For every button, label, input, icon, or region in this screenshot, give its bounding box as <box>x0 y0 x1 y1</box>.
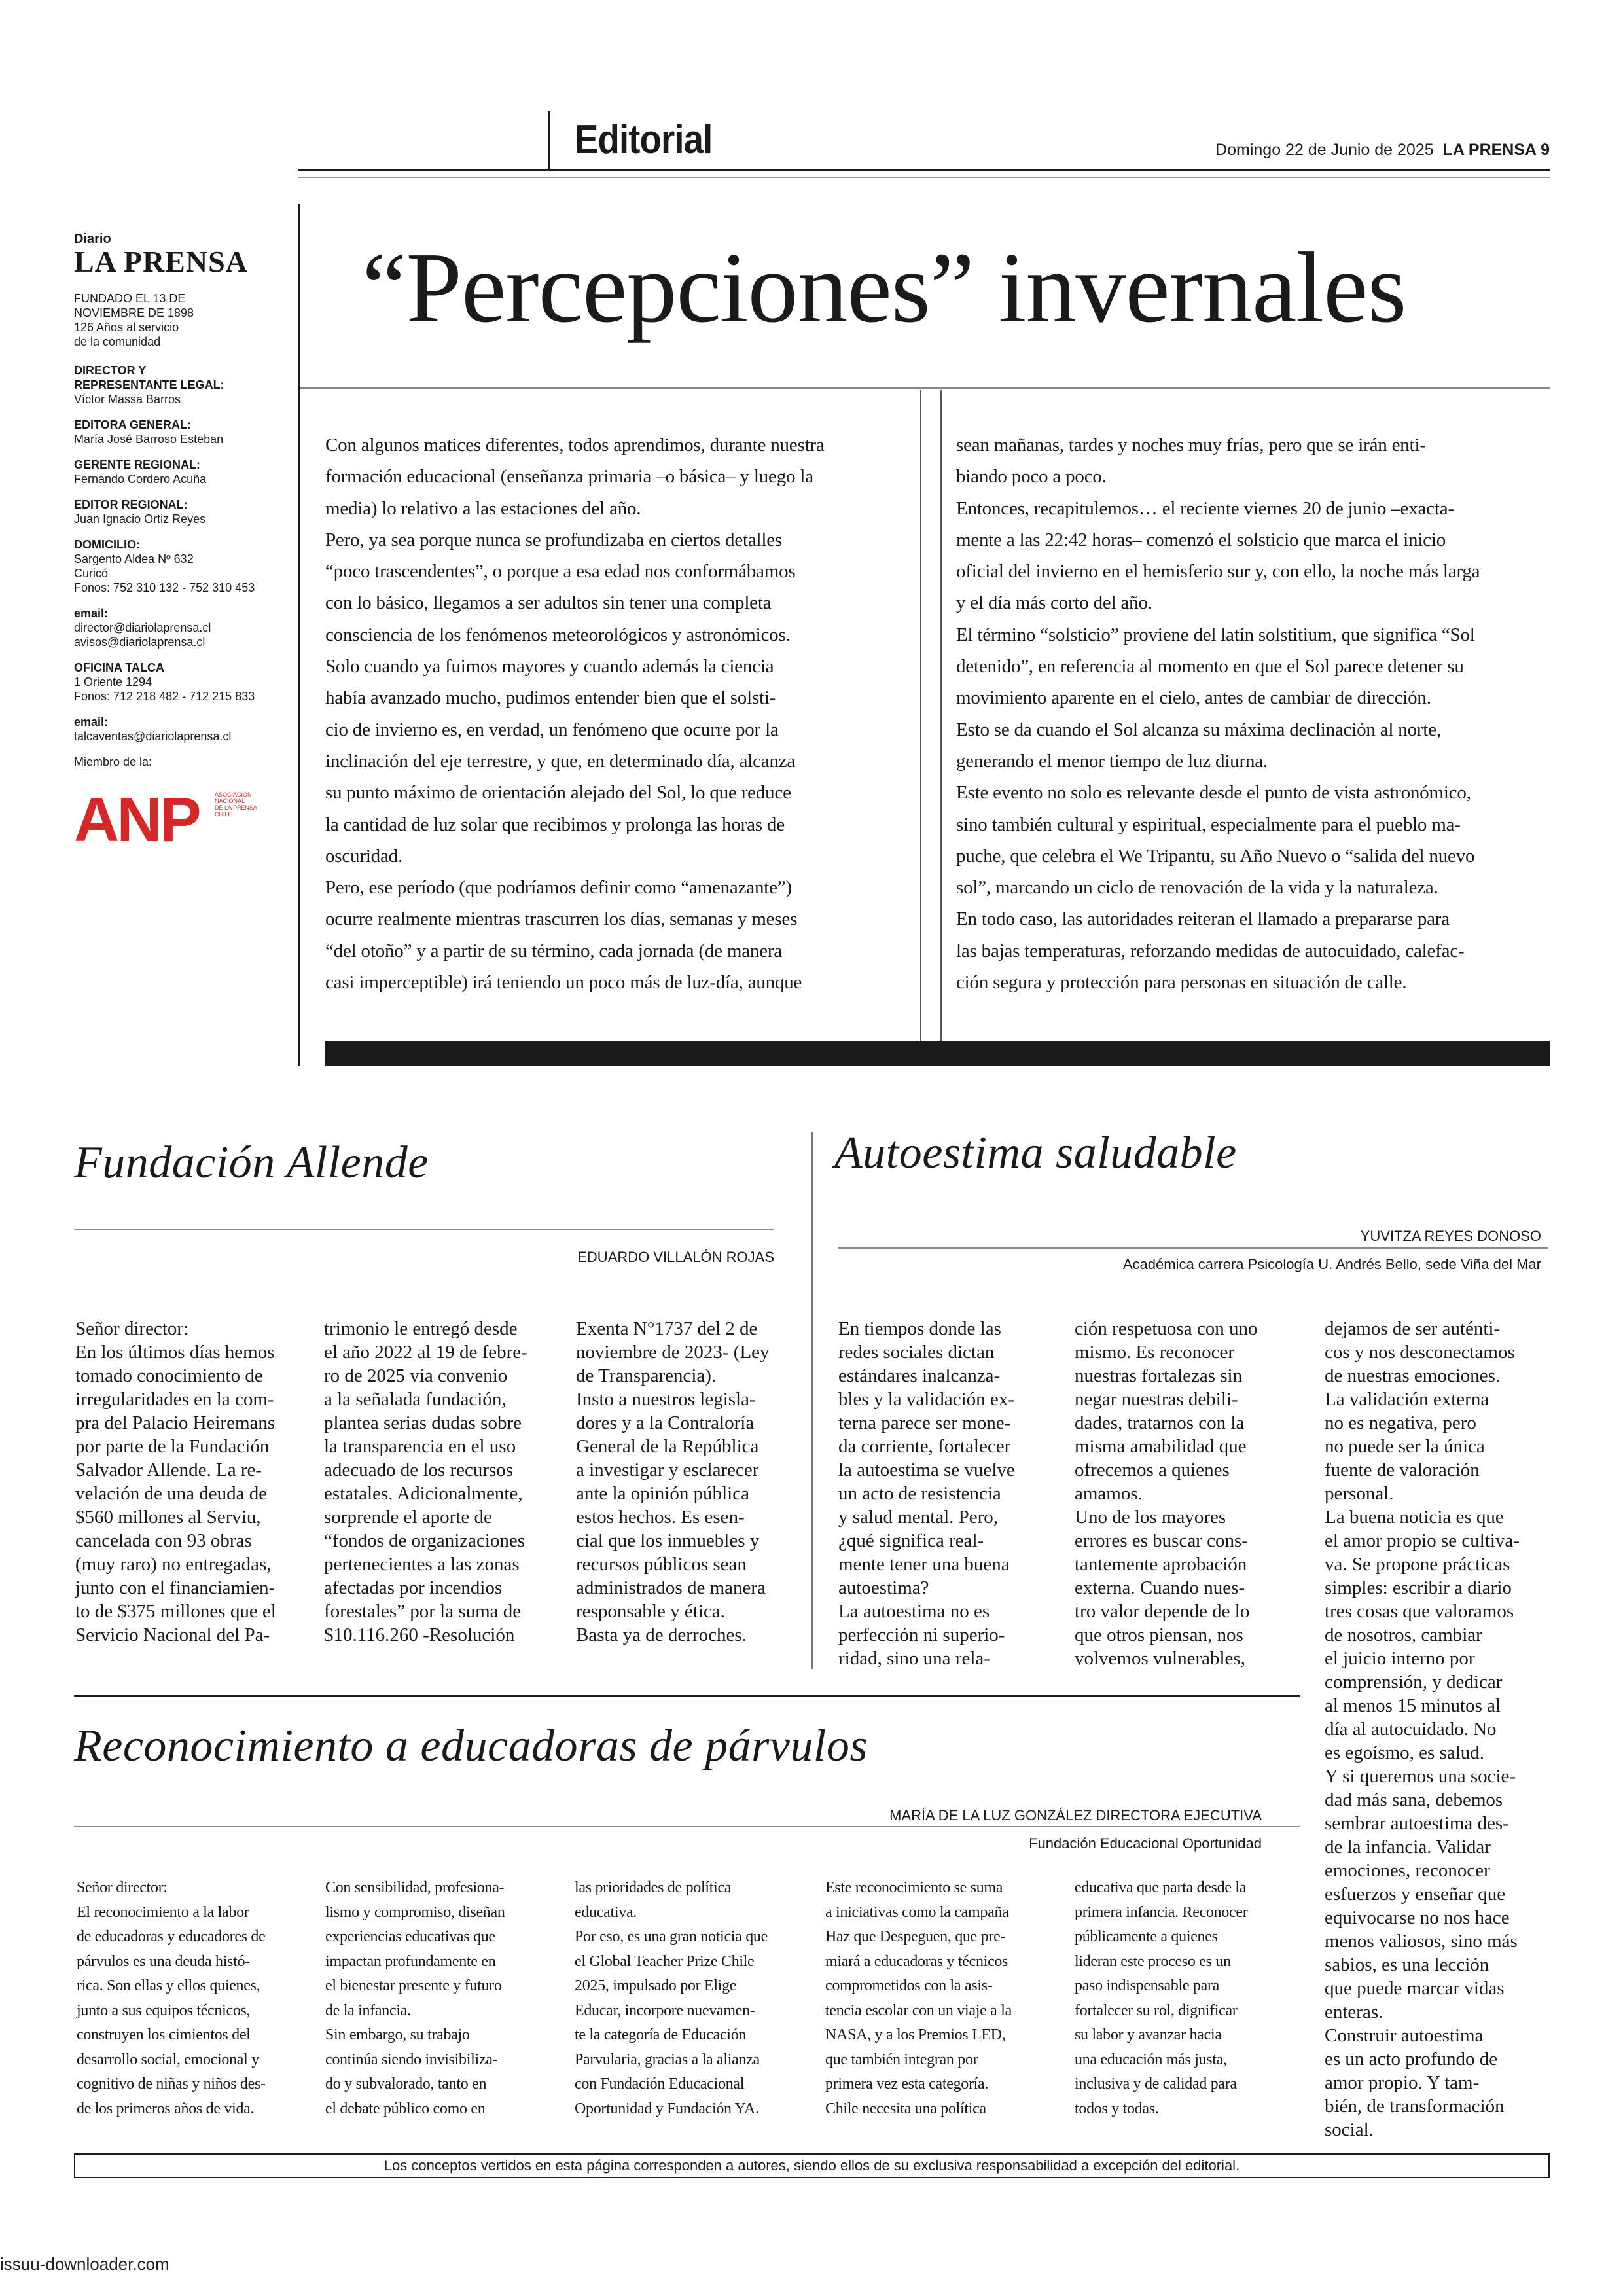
text-line: a iniciativas como la campaña <box>825 1903 1009 1921</box>
text-line: generando el menor tiempo de luz diurna. <box>956 750 1268 772</box>
text-line: afectadas por incendios <box>324 1577 503 1598</box>
text-line: Este reconocimiento se suma <box>825 1879 1003 1896</box>
text-line: al menos 15 minutos al <box>1325 1695 1501 1716</box>
text-line: El reconocimiento a la labor <box>77 1903 249 1921</box>
founded-line: 126 Años al servicio <box>74 321 179 334</box>
text-line: primera infancia. Reconocer <box>1075 1903 1248 1921</box>
text-line: $560 millones al Serviu, <box>75 1507 261 1528</box>
text-line: 2025, impulsado por Elige <box>575 1977 737 1994</box>
text-line: la cantidad de luz solar que recibimos y prolonga las horas de <box>325 814 785 835</box>
text-line: lideran este proceso es un <box>1075 1952 1231 1970</box>
text-line: junto con el financiamien- <box>75 1577 276 1598</box>
text-line: Parvularia, gracias a la alianza <box>575 2051 760 2068</box>
text-line: desarrollo social, emocional y <box>77 2051 259 2068</box>
text-line: párvulos es una deuda histó- <box>77 1952 250 1970</box>
letters-vertical-divider <box>812 1132 813 1669</box>
text-line: educativa que parta desde la <box>1075 1879 1247 1896</box>
text-line: estos hechos. Es esen- <box>576 1507 745 1528</box>
masthead <box>74 232 296 854</box>
text-line: nuestras fortalezas sin <box>1075 1365 1243 1386</box>
text-line: estatales. Adicionalmente, <box>324 1483 523 1504</box>
text-line: con lo básico, llegamos a ser adultos sin tener una completa <box>325 592 772 614</box>
text-line: inclinación del eje terrestre, y que, en determinado día, alcanza <box>325 750 796 772</box>
text-line: el juicio interno por <box>1325 1648 1475 1669</box>
text-line: inclusiva y de calidad para <box>1075 2075 1237 2092</box>
staff-label: OFICINA TALCA <box>74 661 164 674</box>
text-line: bles y la validación ex- <box>838 1389 1014 1410</box>
letter-allende-rule <box>74 1229 774 1230</box>
text-line: terna parece ser mone- <box>838 1412 1011 1433</box>
staff-label: REPRESENTANTE LEGAL: <box>74 378 224 391</box>
text-line: las prioridades de política <box>575 1879 732 1896</box>
text-line: primera vez esta categoría. <box>825 2075 989 2092</box>
text-line: lismo y compromiso, diseñan <box>325 1903 505 1921</box>
staff-value: Sargento Aldea Nº 632 <box>74 552 194 565</box>
text-line: de nuestras emociones. <box>1325 1365 1501 1386</box>
staff-value: Fernando Cordero Acuña <box>74 473 207 486</box>
editorial-column-2 <box>956 429 1545 998</box>
text-line: En tiempos donde las <box>838 1318 1001 1339</box>
text-line: tro valor depende de lo <box>1075 1601 1250 1622</box>
text-line: Con sensibilidad, profesiona- <box>325 1879 505 1896</box>
staff-value: Fonos: 712 218 482 - 712 215 833 <box>74 690 255 703</box>
text-line: Y si queremos una socie- <box>1325 1766 1516 1787</box>
letter-parvulos-affiliation: Fundación Educacional Oportunidad <box>1029 1835 1262 1852</box>
text-line: continúa siendo invisibiliza- <box>325 2051 498 2068</box>
text-line: dores y a la Contraloría <box>576 1412 755 1433</box>
text-line: estándares inalcanza- <box>838 1365 1001 1386</box>
text-line: “del otoño” y a partir de su término, cada jornada (de manera <box>325 940 782 961</box>
text-line: errores es buscar cons- <box>1075 1530 1248 1551</box>
letter-parvulos-column-3 <box>575 1876 817 2121</box>
text-line: NASA, y a los Premios LED, <box>825 2026 1006 2043</box>
text-line: perfección ni superio- <box>838 1624 1005 1645</box>
text-line: el debate público como en <box>325 2100 486 2117</box>
text-line: casi imperceptible) irá teniendo un poco más de luz-día, aunque <box>325 972 802 994</box>
text-line: trimonio le entregó desde <box>324 1318 518 1339</box>
text-line: sorprende el aporte de <box>324 1507 492 1528</box>
text-line: mismo. Es reconocer <box>1075 1342 1235 1363</box>
staff-talca-email <box>74 715 296 744</box>
text-line: social. <box>1325 2119 1374 2140</box>
editorial-title: “Percepciones” invernales <box>362 232 1406 344</box>
staff-label: email: <box>74 607 109 620</box>
text-line: de nosotros, cambiar <box>1325 1624 1482 1645</box>
section-title: Editorial <box>575 117 713 162</box>
text-line: da corriente, fortalecer <box>838 1436 1011 1457</box>
text-line: dejamos de ser auténti- <box>1325 1318 1501 1339</box>
text-line: educativa. <box>575 1903 637 1921</box>
letter-parvulos-column-2 <box>325 1876 567 2121</box>
text-line: junto a sus equipos técnicos, <box>77 2001 251 2019</box>
member-of: Miembro de la: <box>74 755 152 768</box>
text-line: recursos públicos sean <box>576 1554 747 1575</box>
text-line: ción respetuosa con uno <box>1075 1318 1258 1339</box>
text-line: negar nuestras debili- <box>1075 1389 1238 1410</box>
letter-autoestima-column-2 <box>1075 1317 1317 1670</box>
text-line: puche, que celebra el We Tripantu, su Año Nuevo o “salida del nuevo <box>956 845 1475 867</box>
text-line: menos valiosos, sino más <box>1325 1931 1518 1952</box>
text-line: a investigar y esclarecer <box>576 1460 759 1480</box>
letter-autoestima-title: Autoestima saludable <box>834 1128 1237 1178</box>
text-line: Haz que Despeguen, que pre- <box>825 1928 1006 1945</box>
text-line: impactan profundamente en <box>325 1952 496 1970</box>
text-line: movimiento aparente en el cielo, antes de cambiar de dirección. <box>956 687 1431 709</box>
header-rule <box>298 169 1550 171</box>
staff-editor <box>74 497 296 526</box>
founded-line: FUNDADO EL 13 DE <box>74 292 186 305</box>
text-line: autoestima? <box>838 1577 929 1598</box>
text-line: el bienestar presente y futuro <box>325 1977 502 1994</box>
text-line: biando poco a poco. <box>956 466 1107 488</box>
anp-logo-mark: ANP <box>74 785 199 855</box>
text-line: tantemente aprobación <box>1075 1554 1247 1575</box>
editorial-title-rule <box>300 387 1550 389</box>
text-line: adecuado de los recursos <box>324 1460 514 1480</box>
text-line: amor propio. Y tam- <box>1325 2072 1480 2093</box>
staff-talca <box>74 660 296 704</box>
letter-allende-column-2 <box>324 1317 566 1647</box>
text-line: Servicio Nacional del Pa- <box>75 1624 270 1645</box>
text-line: sino también cultural y espiritual, especialmente para el pueblo ma- <box>956 814 1461 835</box>
text-line: pra del Palacio Heiremans <box>75 1412 276 1433</box>
disclaimer-box: Los conceptos vertidos en esta página corresponden a autores, siendo ellos de su exclusiva responsabilidad a excepción del editorial. <box>74 2153 1550 2178</box>
letter-autoestima-affiliation: Académica carrera Psicología U. Andrés Bello, sede Viña del Mar <box>1122 1256 1541 1272</box>
text-line: Señor director: <box>75 1318 189 1339</box>
text-line: La autoestima no es <box>838 1601 990 1622</box>
editorial-column-divider <box>920 390 921 1041</box>
letter-parvulos-rule <box>74 1826 1300 1827</box>
text-line: externa. Cuando nues- <box>1075 1577 1245 1598</box>
letter-parvulos-author: MARÍA DE LA LUZ GONZÁLEZ DIRECTORA EJECUTIVA <box>889 1807 1262 1823</box>
letter-autoestima-column-3 <box>1325 1317 1557 2142</box>
text-line: Solo cuando ya fuimos mayores y cuando además la ciencia <box>325 656 774 677</box>
text-line: no puede ser la única <box>1325 1436 1485 1457</box>
text-line: enteras. <box>1325 2001 1383 2022</box>
text-line: Este evento no solo es relevante desde el punto de vista astronómico, <box>956 782 1471 804</box>
text-line: día al autocuidado. No <box>1325 1719 1497 1740</box>
text-line: esfuerzos y enseñar que <box>1325 1884 1506 1905</box>
founded-line: de la comunidad <box>74 335 161 348</box>
text-line: Por eso, es una gran noticia que <box>575 1928 768 1945</box>
staff-label: DIRECTOR Y <box>74 364 147 377</box>
text-line: sabios, es una lección <box>1325 1954 1489 1975</box>
text-line: General de la República <box>576 1436 759 1457</box>
text-line: todos y todas. <box>1075 2100 1159 2117</box>
staff-value: director@diariolaprensa.cl <box>74 621 211 634</box>
text-line: construyen los cimientos del <box>77 2026 251 2043</box>
text-line: de la infancia. <box>325 2001 411 2019</box>
text-line: Señor director: <box>77 1879 168 1896</box>
text-line: el Global Teacher Prize Chile <box>575 1952 755 1970</box>
text-line: paso indispensable para <box>1075 1977 1220 1994</box>
text-line: la autoestima se vuelve <box>838 1460 1015 1480</box>
staff-email <box>74 606 296 649</box>
text-line: Construir autoestima <box>1325 2025 1484 2046</box>
letter-parvulos-column-1 <box>77 1876 319 2121</box>
staff-domicilio <box>74 537 296 595</box>
staff-value: Curicó <box>74 567 109 580</box>
text-line: a la señalada fundación, <box>324 1389 507 1410</box>
anp-text-line: DE LA PRENSA <box>215 804 258 811</box>
text-line: sol”, marcando un ciclo de renovación de la vida y la naturaleza. <box>956 877 1438 899</box>
text-line: las bajas temperaturas, reforzando medidas de autocuidado, calefac- <box>956 940 1465 961</box>
anp-text-line: ASOCIACIÓN <box>215 791 252 798</box>
text-line: es un acto profundo de <box>1325 2049 1498 2070</box>
text-line: emociones, reconocer <box>1325 1860 1490 1881</box>
staff-gerente <box>74 457 296 486</box>
staff-label: GERENTE REGIONAL: <box>74 458 201 471</box>
issue-date: Domingo 22 de Junio de 2025 <box>1215 141 1434 159</box>
text-line: fortalecer su rol, dignificar <box>1075 2001 1238 2019</box>
staff-label: DOMICILIO: <box>74 538 140 551</box>
text-line: mente a las 22:42 horas– comenzó el solsticio que marca el inicio <box>956 529 1446 550</box>
text-line: do y subvalorado, tanto en <box>325 2075 487 2092</box>
letter-autoestima-rule <box>838 1247 1548 1249</box>
text-line: personal. <box>1325 1483 1394 1504</box>
masthead-logo: LA PRENSA <box>74 245 248 278</box>
text-line: simples: escribir a diario <box>1325 1577 1512 1598</box>
letter-autoestima-author: YUVITZA REYES DONOSO <box>1360 1228 1541 1244</box>
text-line: comprensión, y dedicar <box>1325 1672 1503 1693</box>
text-line: una educación más justa, <box>1075 2051 1227 2068</box>
text-line: cio de invierno es, en verdad, un fenómeno que ocurre por la <box>325 719 779 740</box>
staff-value: Víctor Massa Barros <box>74 393 181 406</box>
editorial-column-divider <box>940 390 942 1041</box>
text-line: La validación externa <box>1325 1389 1489 1410</box>
letter-allende-column-1 <box>75 1317 317 1647</box>
text-line: su labor y avanzar hacia <box>1075 2026 1222 2043</box>
text-line: Educar, incorpore nuevamen- <box>575 2001 755 2019</box>
text-line: públicamente a quienes <box>1075 1928 1218 1945</box>
staff-value: avisos@diariolaprensa.cl <box>74 636 205 649</box>
header-left-divider <box>548 111 550 169</box>
staff-value: María José Barroso Esteban <box>74 433 224 446</box>
staff-value: talcaventas@diariolaprensa.cl <box>74 730 232 743</box>
text-line: y salud mental. Pero, <box>838 1507 999 1528</box>
text-line: con Fundación Educacional <box>575 2075 745 2092</box>
text-line: mente tener una buena <box>838 1554 1010 1575</box>
letter-autoestima-column-1 <box>838 1317 1074 1670</box>
text-line: cognitivo de niñas y niños des- <box>77 2075 266 2092</box>
text-line: El término “solsticio” proviene del latín solstitium, que significa “Sol <box>956 624 1475 645</box>
text-line: Oportunidad y Fundación YA. <box>575 2100 759 2117</box>
text-line: detenido”, en referencia al momento en que el Sol parece detener su <box>956 656 1464 677</box>
staff-value: 1 Oriente 1294 <box>74 675 152 689</box>
text-line: de educadoras y educadores de <box>77 1928 266 1945</box>
text-line: to de $375 millones que el <box>75 1601 276 1622</box>
text-line: redes sociales dictan <box>838 1342 995 1363</box>
letter-parvulos-column-5 <box>1075 1876 1317 2121</box>
text-line: cial que los inmuebles y <box>576 1530 760 1551</box>
text-line: velación de una deuda de <box>75 1483 268 1504</box>
text-line: ofrecemos a quienes <box>1075 1460 1230 1480</box>
text-line: experiencias educativas que <box>325 1928 495 1945</box>
text-line: Chile necesita una política <box>825 2100 986 2117</box>
text-line: formación educacional (enseñanza primaria –o básica– y luego la <box>325 466 813 488</box>
text-line: Pero, ya sea porque nunca se profundizaba en ciertos detalles <box>325 529 783 550</box>
text-line: “fondos de organizaciones <box>324 1530 526 1551</box>
header-rule-thin <box>298 177 1550 178</box>
anp-logo <box>74 785 296 855</box>
text-line: “poco trascendentes”, o porque a esa edad nos conformábamos <box>325 561 796 583</box>
letter-allende-title: Fundación Allende <box>74 1138 429 1188</box>
text-line: oficial del invierno en el hemisferio sur y, con ello, la noche más larga <box>956 561 1480 583</box>
text-line: ante la opinión pública <box>576 1483 749 1504</box>
text-line: sembrar autoestima des- <box>1325 1813 1509 1834</box>
text-line: fuente de valoración <box>1325 1460 1480 1480</box>
text-line: el año 2022 al 19 de febre- <box>324 1342 527 1363</box>
text-line: pertenecientes a las zonas <box>324 1554 520 1575</box>
text-line: Con algunos matices diferentes, todos aprendimos, durante nuestra <box>325 435 825 456</box>
text-line: miará a educadoras y técnicos <box>825 1952 1008 1970</box>
founded-line: NOVIEMBRE DE 1898 <box>74 306 194 319</box>
text-line: media) lo relativo a las estaciones del año. <box>325 497 641 519</box>
text-line: que también integran por <box>825 2051 978 2068</box>
text-line: Uno de los mayores <box>1075 1507 1226 1528</box>
text-line: no es negativa, pero <box>1325 1412 1476 1433</box>
page-dateline <box>1215 140 1550 160</box>
text-line: noviembre de 2023- (Ley <box>576 1342 770 1363</box>
anp-text-line: CHILE <box>215 811 232 817</box>
letter-allende-author: EDUARDO VILLALÓN ROJAS <box>577 1249 774 1265</box>
text-line: tres cosas que valoramos <box>1325 1601 1514 1622</box>
text-line: dades, tratarnos con la <box>1075 1412 1245 1433</box>
text-line: Pero, ese período (que podríamos definir como “amenazante”) <box>325 877 792 899</box>
text-line: de los primeros años de vida. <box>77 2100 255 2117</box>
masthead-diario: Diario <box>74 232 111 246</box>
text-line: un acto de resistencia <box>838 1483 1001 1504</box>
text-line: su punto máximo de orientación alejado del Sol, lo que reduce <box>325 782 791 804</box>
paper-page-number: LA PRENSA 9 <box>1442 141 1550 159</box>
text-line: En los últimos días hemos <box>75 1342 275 1363</box>
staff-label: email: <box>74 715 109 728</box>
text-line: Salvador Allende. La re- <box>75 1460 262 1480</box>
text-line: (muy raro) no entregadas, <box>75 1554 272 1575</box>
staff-label: EDITOR REGIONAL: <box>74 498 188 511</box>
text-line: Basta ya de derroches. <box>576 1624 747 1645</box>
text-line: administrados de manera <box>576 1577 766 1598</box>
text-line: tomado conocimiento de <box>75 1365 263 1386</box>
masthead-founded <box>74 291 296 349</box>
text-line: Exenta N°1737 del 2 de <box>576 1318 758 1339</box>
text-line: cancelada con 93 obras <box>75 1530 252 1551</box>
staff-editora <box>74 418 296 446</box>
text-line: por parte de la Fundación <box>75 1436 270 1457</box>
text-line: de Transparencia). <box>576 1365 717 1386</box>
text-line: ocurre realmente mientras trascurren los días, semanas y meses <box>325 908 798 930</box>
text-line: sean mañanas, tardes y noches muy frías, pero que se irán enti- <box>956 435 1426 456</box>
editorial-bottom-bar <box>325 1041 1550 1066</box>
text-line: Esto se da cuando el Sol alcanza su máxima declinación al norte, <box>956 719 1441 740</box>
text-line: bién, de transformación <box>1325 2096 1505 2117</box>
text-line: forestales” por la suma de <box>324 1601 522 1622</box>
watermark: issuu-downloader.com <box>0 2254 169 2274</box>
masthead-divider <box>298 204 300 1066</box>
letter-allende-column-3 <box>576 1317 818 1647</box>
text-line: comprometidos con la asis- <box>825 1977 993 1994</box>
text-line: $10.116.260 -Resolución <box>324 1624 515 1645</box>
text-line: responsable y ética. <box>576 1601 725 1622</box>
text-line: Insto a nuestros legisla- <box>576 1389 756 1410</box>
text-line: tencia escolar con un viaje a la <box>825 2001 1012 2019</box>
text-line: que puede marcar vidas <box>1325 1978 1505 1999</box>
letter-parvulos-top-rule <box>74 1695 1300 1697</box>
text-line: La buena noticia es que <box>1325 1507 1504 1528</box>
text-line: te la categoría de Educación <box>575 2026 747 2043</box>
staff-director <box>74 363 296 406</box>
text-line: que otros piensan, nos <box>1075 1624 1243 1645</box>
text-line: amamos. <box>1075 1483 1143 1504</box>
text-line: equivocarse no nos hace <box>1325 1907 1510 1928</box>
text-line: ridad, sino una rela- <box>838 1648 990 1669</box>
editorial-column-1 <box>325 429 914 998</box>
text-line: y el día más corto del año. <box>956 592 1152 614</box>
anp-text-line: NACIONAL <box>215 798 245 804</box>
text-line: es egoísmo, es salud. <box>1325 1742 1485 1763</box>
text-line: dad más sana, debemos <box>1325 1789 1503 1810</box>
staff-value: Fonos: 752 310 132 - 752 310 453 <box>74 581 255 594</box>
text-line: va. Se propone prácticas <box>1325 1554 1510 1575</box>
text-line: consciencia de los fenómenos meteorológicos y astronómicos. <box>325 624 791 645</box>
text-line: Entonces, recapitulemos… el reciente viernes 20 de junio –exacta- <box>956 497 1454 519</box>
text-line: cos y nos desconectamos <box>1325 1342 1515 1363</box>
text-line: oscuridad. <box>325 845 402 867</box>
text-line: la transparencia en el uso <box>324 1436 516 1457</box>
text-line: misma amabilidad que <box>1075 1436 1247 1457</box>
text-line: plantea serias dudas sobre <box>324 1412 522 1433</box>
text-line: ción segura y protección para personas en situación de calle. <box>956 972 1407 994</box>
text-line: había avanzado mucho, pudimos entender bien que el solsti- <box>325 687 776 709</box>
text-line: volvemos vulnerables, <box>1075 1648 1245 1669</box>
staff-value: Juan Ignacio Ortiz Reyes <box>74 512 206 526</box>
text-line: ¿qué significa real- <box>838 1530 984 1551</box>
text-line: Sin embargo, su trabajo <box>325 2026 470 2043</box>
text-line: irregularidades en la com- <box>75 1389 274 1410</box>
text-line: ro de 2025 vía convenio <box>324 1365 508 1386</box>
anp-logo-text <box>215 791 257 817</box>
letter-parvulos-title: Reconocimiento a educadoras de párvulos <box>74 1721 868 1771</box>
text-line: rica. Son ellas y ellos quienes, <box>77 1977 260 1994</box>
letter-parvulos-column-4 <box>825 1876 1067 2121</box>
staff-label: EDITORA GENERAL: <box>74 418 192 431</box>
text-line: En todo caso, las autoridades reiteran el llamado a prepararse para <box>956 908 1450 930</box>
text-line: el amor propio se cultiva- <box>1325 1530 1520 1551</box>
text-line: de la infancia. Validar <box>1325 1837 1491 1857</box>
